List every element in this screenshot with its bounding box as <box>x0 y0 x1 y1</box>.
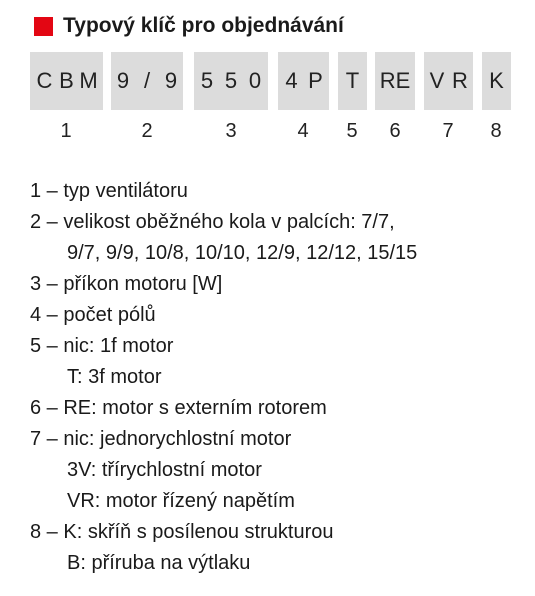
code-char: RE <box>379 68 411 93</box>
legend-line: 4 – počet pólů <box>30 304 156 326</box>
legend-line: 1 – typ ventilátoru <box>30 180 188 202</box>
position-numbers <box>0 120 535 146</box>
code-char: 9 <box>116 68 130 93</box>
code-char: T <box>345 68 360 93</box>
legend-line: 3V: třírychlostní motor <box>67 459 262 481</box>
code-char: B <box>59 68 74 93</box>
code-group-5 <box>338 52 367 110</box>
code-char: P <box>308 68 323 93</box>
legend-line: 9/7, 9/9, 10/8, 10/10, 12/9, 12/12, 15/15 <box>67 242 418 264</box>
title-row <box>34 12 344 40</box>
position-number: 4 <box>297 120 309 142</box>
red-square-marker <box>34 17 53 36</box>
page-title: Typový klíč pro objednávání <box>63 14 344 37</box>
legend-list <box>30 176 417 579</box>
code-char: M <box>79 68 98 93</box>
code-char: K <box>489 68 504 93</box>
code-char: 0 <box>248 68 262 93</box>
code-group-1 <box>30 52 103 110</box>
legend-line: 5 – nic: 1f motor <box>30 335 174 357</box>
code-char: C <box>36 68 53 93</box>
position-number: 6 <box>389 120 401 142</box>
code-char: / <box>143 68 151 93</box>
legend-line: 6 – RE: motor s externím rotorem <box>30 397 327 419</box>
legend-line: 2 – velikost oběžného kola v palcích: 7/7, <box>30 211 395 233</box>
code-group-8 <box>482 52 511 110</box>
legend-line: VR: motor řízený napětím <box>67 490 295 512</box>
position-number: 7 <box>442 120 454 142</box>
position-number: 1 <box>60 120 72 142</box>
position-number: 8 <box>490 120 502 142</box>
legend-line: 8 – K: skříň s posílenou strukturou <box>30 521 334 543</box>
legend-line: 7 – nic: jednorychlostní motor <box>30 428 292 450</box>
code-char: V <box>429 68 445 93</box>
code-char: 4 <box>285 68 298 93</box>
legend-line: B: příruba na výtlaku <box>67 552 251 574</box>
code-char: 9 <box>164 68 178 93</box>
code-boxes <box>0 52 535 110</box>
code-group-7 <box>424 52 473 110</box>
code-group-2 <box>111 52 183 110</box>
code-char: 5 <box>200 68 214 93</box>
code-char: 5 <box>224 68 238 93</box>
code-group-4 <box>278 52 329 110</box>
code-char: R <box>452 68 468 93</box>
legend-line: T: 3f motor <box>67 366 162 388</box>
code-group-3 <box>194 52 268 110</box>
code-group-6 <box>375 52 415 110</box>
position-number: 5 <box>346 120 358 142</box>
legend-line: 3 – příkon motoru [W] <box>30 273 223 295</box>
position-number: 3 <box>225 120 237 142</box>
position-number: 2 <box>141 120 153 142</box>
